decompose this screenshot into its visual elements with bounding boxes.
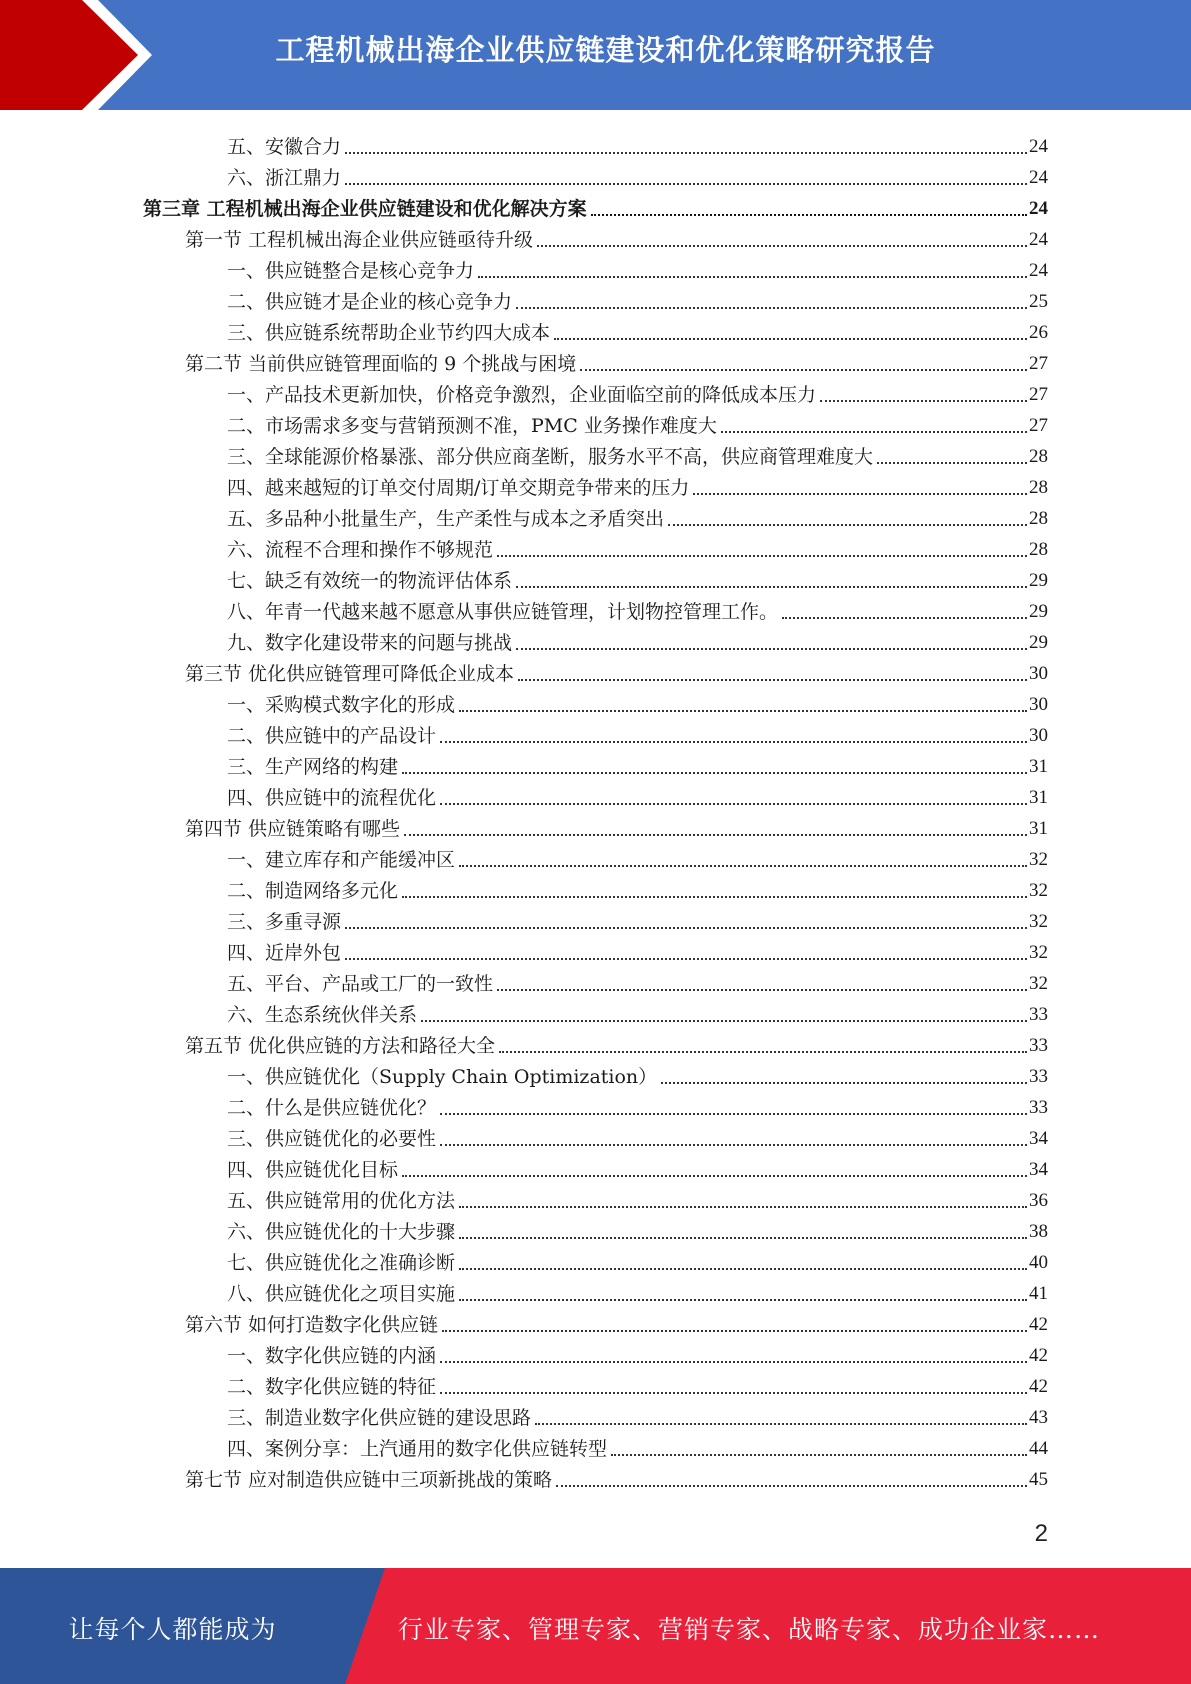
toc-entry[interactable] (185, 810, 1048, 841)
toc-entry[interactable] (185, 655, 1048, 686)
toc-entry-title: 六、生态系统伙伴关系 (227, 1004, 418, 1026)
toc-dot-leader (440, 803, 1027, 805)
toc-entry-page: 26 (1029, 322, 1048, 343)
toc-entry-title: 四、供应链优化目标 (227, 1159, 399, 1181)
toc-entry-title: 二、市场需求多变与营销预测不准，PMC 业务操作难度大 (227, 415, 717, 437)
toc-entry[interactable] (227, 779, 1048, 810)
toc-entry[interactable] (227, 996, 1048, 1027)
toc-entry-title: 三、制造业数字化供应链的建设思路 (227, 1407, 532, 1429)
toc-entry[interactable] (227, 407, 1048, 438)
toc-entry[interactable] (185, 345, 1048, 376)
toc-dot-leader (820, 400, 1027, 402)
toc-entry-page: 27 (1029, 415, 1048, 436)
toc-entry[interactable] (227, 531, 1048, 562)
toc-entry-page: 29 (1029, 570, 1048, 591)
toc-entry[interactable] (227, 159, 1048, 190)
page-number: 2 (1034, 1520, 1048, 1547)
toc-dot-leader (556, 1485, 1027, 1487)
toc-entry-title: 五、平台、产品或工厂的一致性 (227, 973, 494, 995)
toc-entry[interactable] (227, 562, 1048, 593)
toc-entry-page: 29 (1029, 632, 1048, 653)
toc-entry-page: 32 (1029, 849, 1048, 870)
toc-dot-leader (611, 1454, 1027, 1456)
toc-entry[interactable] (227, 1213, 1048, 1244)
toc-dot-leader (404, 834, 1027, 836)
toc-entry[interactable] (227, 1182, 1048, 1213)
toc-entry-title: 六、流程不合理和操作不够规范 (227, 539, 494, 561)
toc-entry[interactable] (227, 1430, 1048, 1461)
toc-dot-leader (668, 524, 1027, 526)
toc-dot-leader (421, 1020, 1027, 1022)
toc-entry-page: 30 (1029, 663, 1048, 684)
toc-entry-title: 一、采购模式数字化的形成 (227, 694, 456, 716)
toc-dot-leader (440, 1392, 1027, 1394)
toc-entry[interactable] (227, 376, 1048, 407)
footer-slogan-left: 让每个人都能成为 (68, 1615, 277, 1644)
toc-entry-title: 第五节 优化供应链的方法和路径大全 (185, 1035, 496, 1057)
toc-entry-title: 四、近岸外包 (227, 942, 342, 964)
toc-dot-leader (402, 1175, 1027, 1177)
toc-entry-title: 六、供应链优化的十大步骤 (227, 1221, 456, 1243)
toc-entry[interactable] (227, 252, 1048, 283)
toc-entry[interactable] (227, 1244, 1048, 1275)
toc-dot-leader (537, 245, 1027, 247)
toc-dot-leader (721, 431, 1027, 433)
toc-entry[interactable] (185, 1027, 1048, 1058)
toc-entry-title: 四、案例分享：上汽通用的数字化供应链转型 (227, 1438, 608, 1460)
toc-dot-leader (345, 927, 1027, 929)
toc-entry-page: 43 (1029, 1407, 1048, 1428)
toc-dot-leader (497, 555, 1027, 557)
toc-entry-title: 第七节 应对制造供应链中三项新挑战的策略 (185, 1469, 553, 1491)
toc-entry-title: 一、供应链整合是核心竞争力 (227, 260, 475, 282)
report-title: 工程机械出海企业供应链建设和优化策略研究报告 (275, 33, 936, 67)
toc-entry-page: 34 (1029, 1159, 1048, 1180)
toc-entry-page: 28 (1029, 477, 1048, 498)
toc-entry-page: 29 (1029, 601, 1048, 622)
toc-entry-page: 32 (1029, 942, 1048, 963)
toc-dot-leader (459, 1206, 1027, 1208)
toc-entry-page: 34 (1029, 1128, 1048, 1149)
toc-dot-leader (591, 214, 1027, 216)
toc-dot-leader (516, 307, 1027, 309)
toc-dot-leader (440, 1361, 1027, 1363)
toc-entry-title: 三、多重寻源 (227, 911, 342, 933)
footer-slogan-right: 行业专家、管理专家、营销专家、战略专家、成功企业家…… (398, 1615, 1101, 1644)
toc-entry-page: 24 (1029, 229, 1048, 250)
toc-entry-title: 第三节 优化供应链管理可降低企业成本 (185, 663, 515, 685)
toc-entry[interactable] (185, 1461, 1048, 1492)
toc-entry-title: 五、供应链常用的优化方法 (227, 1190, 456, 1212)
toc-dot-leader (580, 369, 1027, 371)
toc-dot-leader (518, 679, 1027, 681)
page-footer (0, 1568, 1191, 1684)
toc-entry[interactable] (227, 283, 1048, 314)
toc-entry[interactable] (227, 841, 1048, 872)
toc-entry-page: 38 (1029, 1221, 1048, 1242)
toc-entry-page: 45 (1029, 1469, 1048, 1490)
toc-dot-leader (661, 1082, 1027, 1084)
toc-entry[interactable] (227, 500, 1048, 531)
toc-entry[interactable] (227, 1120, 1048, 1151)
toc-entry-title: 三、供应链优化的必要性 (227, 1128, 437, 1150)
toc-entry-title: 三、供应链系统帮助企业节约四大成本 (227, 322, 551, 344)
toc-entry-page: 24 (1029, 167, 1048, 188)
toc-dot-leader (877, 462, 1027, 464)
toc-entry-page: 33 (1029, 1097, 1048, 1118)
toc-entry-title: 二、供应链中的产品设计 (227, 725, 437, 747)
toc-entry-page: 32 (1029, 911, 1048, 932)
toc-entry-title: 五、安徽合力 (227, 136, 342, 158)
toc-entry[interactable] (227, 965, 1048, 996)
toc-dot-leader (554, 338, 1027, 340)
toc-entry[interactable] (227, 1399, 1048, 1430)
toc-entry[interactable] (227, 872, 1048, 903)
toc-dot-leader (402, 772, 1027, 774)
toc-entry-title: 四、供应链中的流程优化 (227, 787, 437, 809)
toc-entry-title: 二、数字化供应链的特征 (227, 1376, 437, 1398)
toc-entry-title: 第一节 工程机械出海企业供应链亟待升级 (185, 229, 534, 251)
toc-entry-title: 三、生产网络的构建 (227, 756, 399, 778)
toc-entry[interactable] (227, 1089, 1048, 1120)
toc-entry[interactable] (227, 438, 1048, 469)
toc-dot-leader (345, 183, 1027, 185)
toc-entry-title: 九、数字化建设带来的问题与挑战 (227, 632, 513, 654)
toc-entry-title: 一、产品技术更新加快，价格竞争激烈，企业面临空前的降低成本压力 (227, 384, 817, 406)
toc-entry-page: 30 (1029, 694, 1048, 715)
toc-dot-leader (478, 276, 1027, 278)
toc-entry-title: 第四节 供应链策略有哪些 (185, 818, 401, 840)
toc-entry-title: 八、年青一代越来越不愿意从事供应链管理，计划物控管理工作。 (227, 601, 779, 623)
toc-entry-page: 25 (1029, 291, 1048, 312)
toc-dot-leader (440, 1144, 1027, 1146)
toc-entry-page: 33 (1029, 1004, 1048, 1025)
toc-entry[interactable] (227, 717, 1048, 748)
toc-entry-page: 44 (1029, 1438, 1048, 1459)
toc-dot-leader (459, 865, 1027, 867)
toc-entry-page: 24 (1029, 198, 1048, 219)
toc-entry-page: 28 (1029, 446, 1048, 467)
page-header (0, 0, 1191, 110)
toc-entry[interactable] (227, 128, 1048, 159)
toc-dot-leader (440, 741, 1027, 743)
toc-entry[interactable] (227, 748, 1048, 779)
toc-entry-page: 32 (1029, 880, 1048, 901)
toc-entry-title: 第三章 工程机械出海企业供应链建设和优化解决方案 (143, 198, 587, 220)
toc-dot-leader (459, 1268, 1027, 1270)
toc-entry[interactable] (227, 1151, 1048, 1182)
toc-entry-title: 二、供应链才是企业的核心竞争力 (227, 291, 513, 313)
toc-entry-page: 42 (1029, 1345, 1048, 1366)
toc-entry-title: 四、越来越短的订单交付周期/订单交期竞争带来的压力 (227, 477, 690, 499)
toc-dot-leader (516, 648, 1027, 650)
toc-entry[interactable] (227, 686, 1048, 717)
toc-entry-page: 30 (1029, 725, 1048, 746)
toc-entry-page: 24 (1029, 136, 1048, 157)
toc-entry-page: 28 (1029, 508, 1048, 529)
toc-dot-leader (345, 152, 1027, 154)
toc-entry[interactable] (227, 314, 1048, 345)
toc-entry-page: 31 (1029, 756, 1048, 777)
toc-entry[interactable] (227, 1368, 1048, 1399)
toc-entry-title: 五、多品种小批量生产，生产柔性与成本之矛盾突出 (227, 508, 665, 530)
toc-entry-page: 28 (1029, 539, 1048, 560)
toc-entry-page: 27 (1029, 353, 1048, 374)
toc-entry-page: 36 (1029, 1190, 1048, 1211)
toc-entry-title: 第二节 当前供应链管理面临的 9 个挑战与困境 (185, 353, 577, 375)
toc-entry-page: 24 (1029, 260, 1048, 281)
toc-entry-page: 42 (1029, 1376, 1048, 1397)
toc-entry-title: 一、数字化供应链的内涵 (227, 1345, 437, 1367)
toc-entry-title: 二、制造网络多元化 (227, 880, 399, 902)
toc-dot-leader (345, 958, 1027, 960)
toc-dot-leader (693, 493, 1027, 495)
toc-entry[interactable] (227, 1337, 1048, 1368)
toc-entry[interactable] (227, 624, 1048, 655)
toc-entry-page: 33 (1029, 1066, 1048, 1087)
toc-entry[interactable] (227, 1275, 1048, 1306)
toc-entry-page: 32 (1029, 973, 1048, 994)
toc-dot-leader (497, 989, 1027, 991)
toc-entry-title: 一、供应链优化（Supply Chain Optimization） (227, 1066, 658, 1088)
toc-entry-page: 41 (1029, 1283, 1048, 1304)
toc-dot-leader (459, 1299, 1027, 1301)
toc-entry-page: 33 (1029, 1035, 1048, 1056)
toc-entry[interactable] (227, 593, 1048, 624)
toc-dot-leader (499, 1051, 1027, 1053)
toc-entry-page: 31 (1029, 787, 1048, 808)
toc-dot-leader (516, 586, 1027, 588)
toc-entry[interactable] (227, 1058, 1048, 1089)
toc-entry-page: 42 (1029, 1314, 1048, 1335)
toc-entry-title: 八、供应链优化之项目实施 (227, 1283, 456, 1305)
toc-entry[interactable] (227, 469, 1048, 500)
toc-entry[interactable] (227, 934, 1048, 965)
toc-entry[interactable] (185, 1306, 1048, 1337)
toc-entry-title: 二、什么是供应链优化？ (227, 1097, 437, 1119)
toc-dot-leader (782, 617, 1027, 619)
toc-entry-title: 六、浙江鼎力 (227, 167, 342, 189)
toc-dot-leader (402, 896, 1027, 898)
toc-entry-title: 第六节 如何打造数字化供应链 (185, 1314, 439, 1336)
toc-entry[interactable] (143, 190, 1048, 221)
toc-dot-leader (459, 1237, 1027, 1239)
toc-dot-leader (442, 1330, 1027, 1332)
toc-entry-title: 七、缺乏有效统一的物流评估体系 (227, 570, 513, 592)
toc-dot-leader (459, 710, 1027, 712)
toc-dot-leader (535, 1423, 1027, 1425)
toc-entry-page: 40 (1029, 1252, 1048, 1273)
toc-entry-page: 27 (1029, 384, 1048, 405)
toc-entry-title: 七、供应链优化之准确诊断 (227, 1252, 456, 1274)
toc-entry-title: 一、建立库存和产能缓冲区 (227, 849, 456, 871)
toc-entry[interactable] (227, 903, 1048, 934)
toc-entry[interactable] (185, 221, 1048, 252)
toc-entry-page: 31 (1029, 818, 1048, 839)
toc-dot-leader (440, 1113, 1027, 1115)
toc-entry-title: 三、全球能源价格暴涨、部分供应商垄断，服务水平不高，供应商管理难度大 (227, 446, 874, 468)
